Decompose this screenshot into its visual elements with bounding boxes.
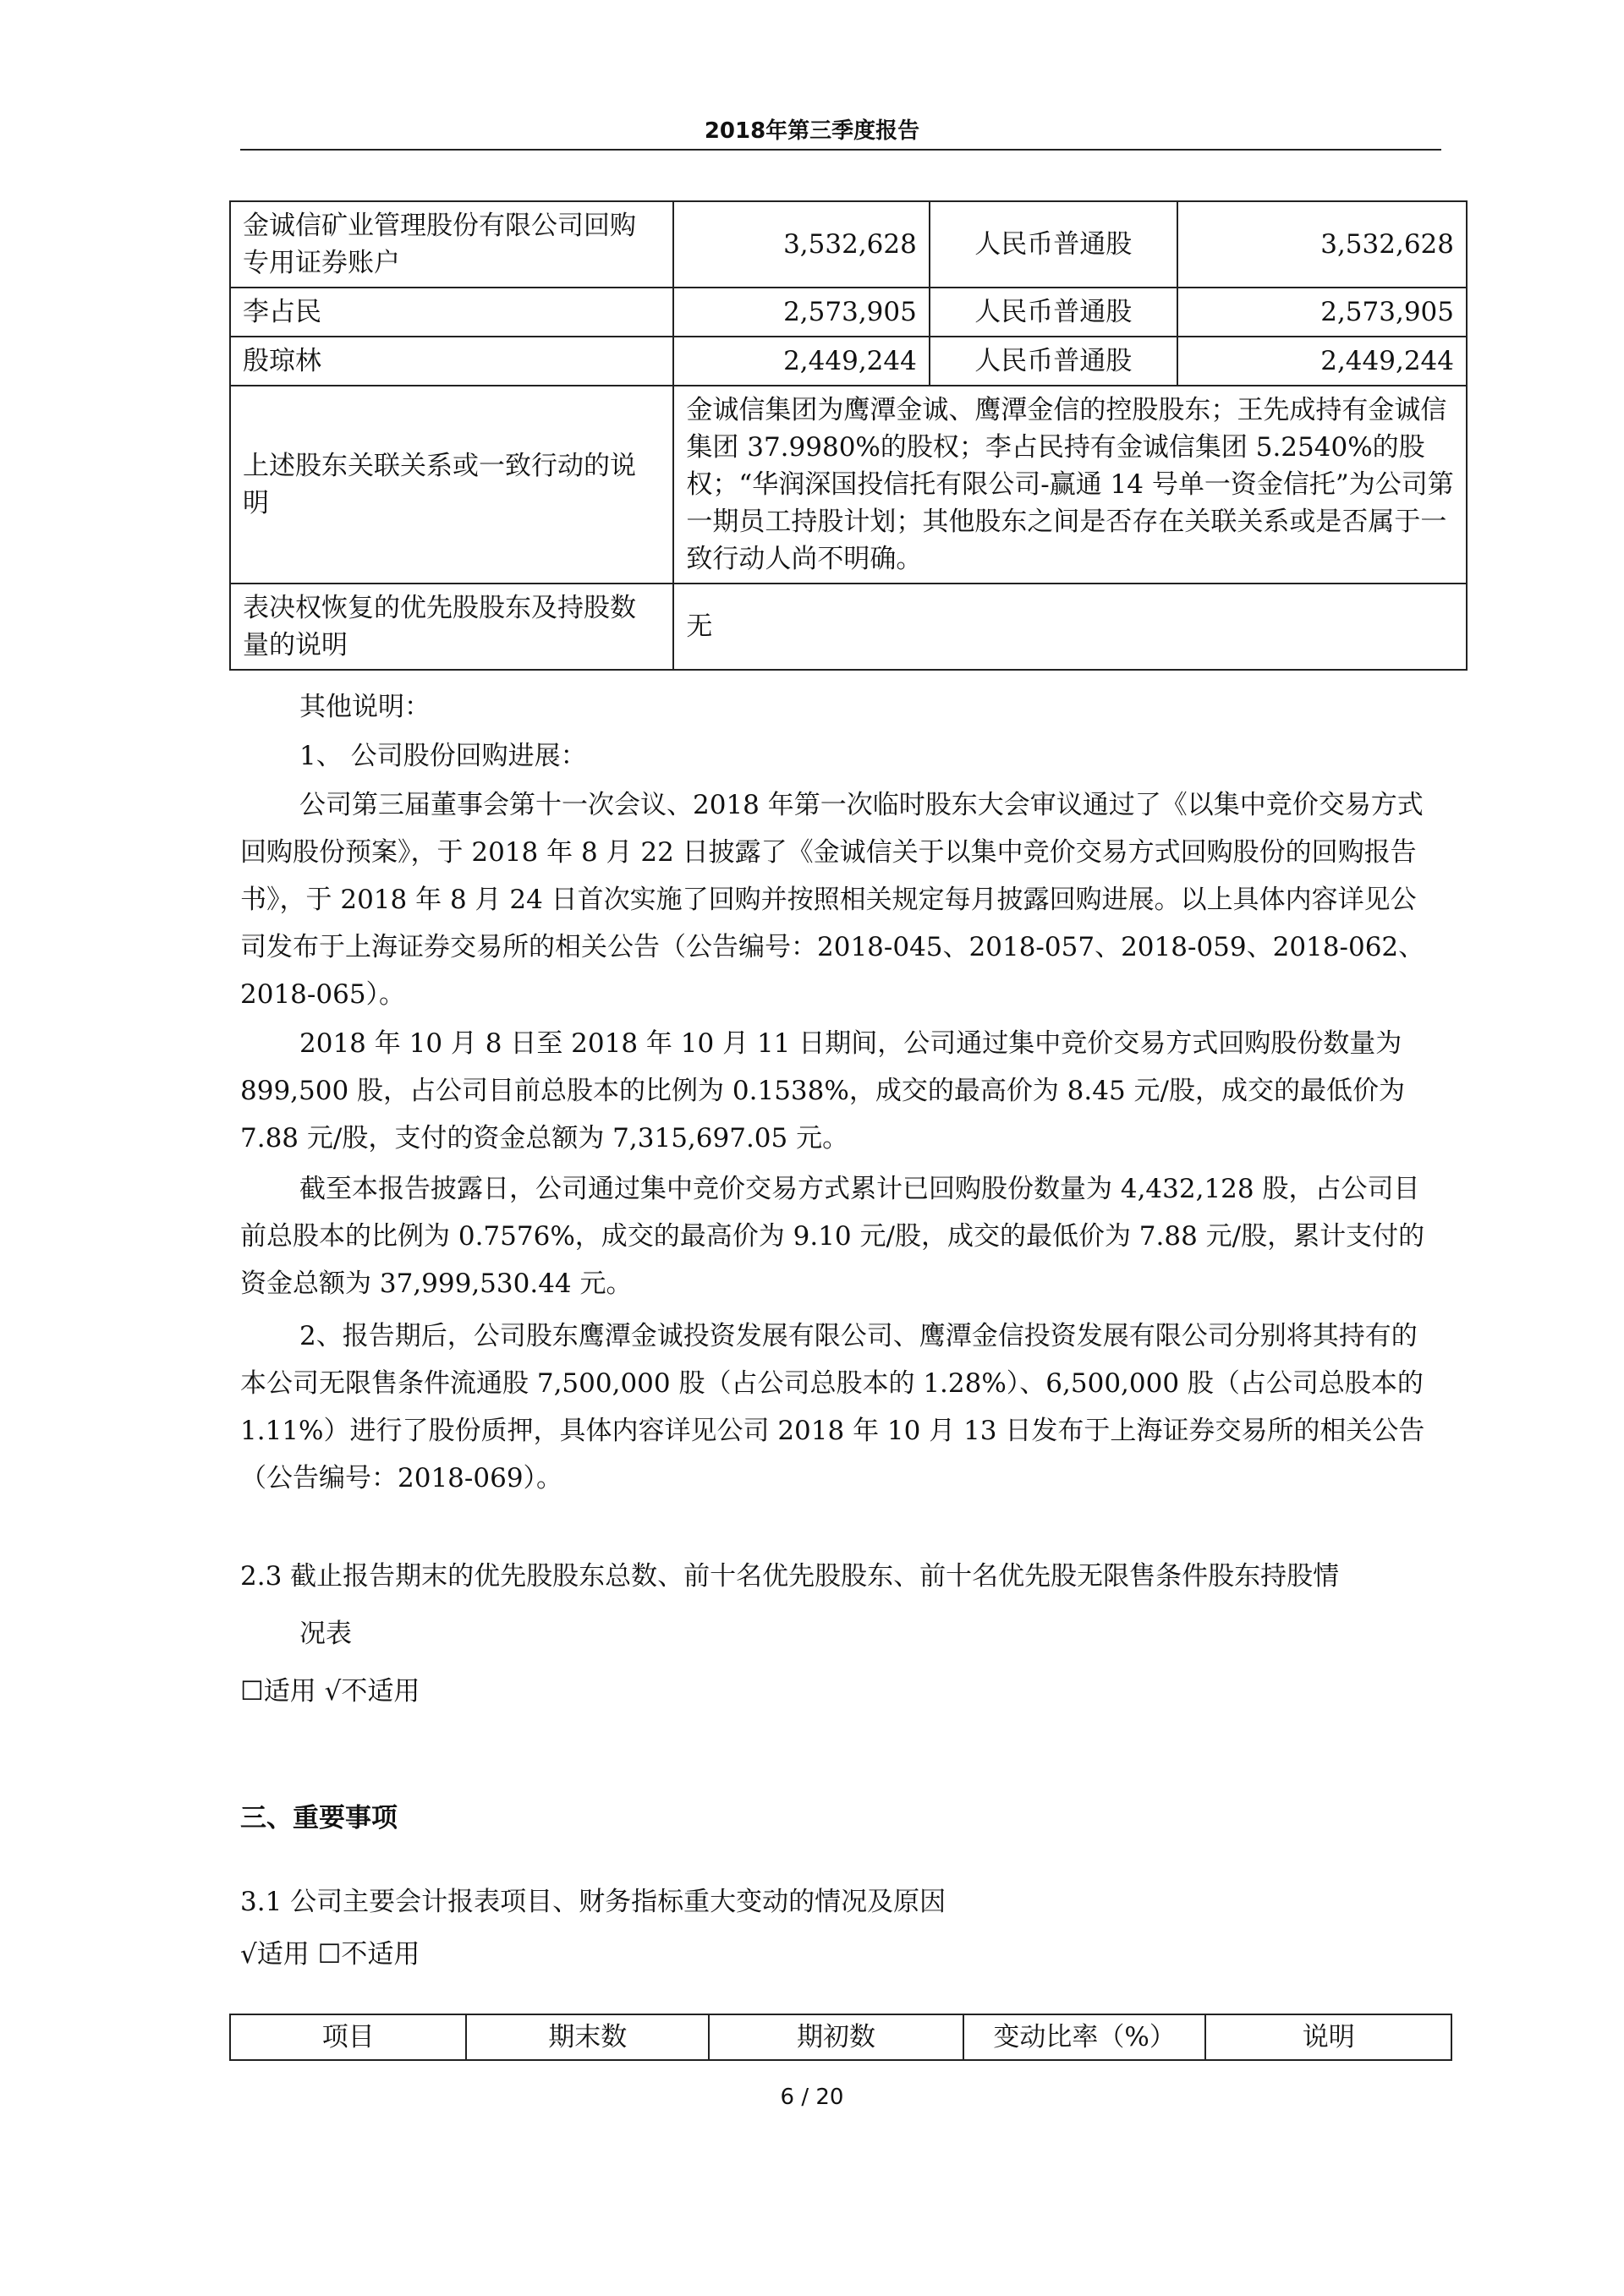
section-2-3-title: 2.3 截止报告期末的优先股股东总数、前十名优先股股东、前十名优先股无限售条件股东持股情 bbox=[240, 1561, 1340, 1592]
section-3-1-title: 3.1 公司主要会计报表项目、财务指标重大变动的情况及原因 bbox=[240, 1887, 946, 1917]
relation-label: 上述股东关联关系或一致行动的说明 bbox=[230, 386, 673, 584]
table-row bbox=[230, 288, 1467, 337]
preferred-label: 表决权恢复的优先股股东及持股数量的说明 bbox=[230, 584, 673, 670]
header-divider bbox=[240, 149, 1441, 151]
table-row bbox=[230, 584, 1467, 670]
share-count: 2,449,244 bbox=[1177, 337, 1467, 386]
share-count: 3,532,628 bbox=[1177, 201, 1467, 288]
shareholders-table bbox=[229, 200, 1468, 671]
buyback-paragraph-3: 截至本报告披露日，公司通过集中竞价交易方式累计已回购股份数量为 4,432,128 股，占公司目前总股本的比例为 0.7576%，成交的最高价为 9.10 元/股，成交的最低价为 7.88 元/股，累计支付的资金总额为 37,999,530.44 元。 bbox=[240, 1174, 1425, 1299]
share-count: 2,573,905 bbox=[1177, 288, 1467, 337]
section-3-1-checkbox: √适用 ☐不适用 bbox=[240, 1939, 420, 1970]
financial-changes-table bbox=[229, 2014, 1452, 2061]
buyback-paragraph-2: 2018 年 10 月 8 日至 2018 年 10 月 11 日期间，公司通过集中竞价交易方式回购股份数量为 899,500 股，占公司目前总股本的比例为 0.1538%，成交的最高价为 8.45 元/股，成交的最低价为 7.88 元/股，支付的资金总额为 7,315,697.05 元。 bbox=[240, 1028, 1405, 1153]
column-header: 说明 bbox=[1205, 2014, 1451, 2060]
share-type: 人民币普通股 bbox=[930, 337, 1177, 386]
share-type: 人民币普通股 bbox=[930, 288, 1177, 337]
holder-name: 殷琼林 bbox=[230, 337, 673, 386]
column-header: 变动比率（%） bbox=[963, 2014, 1206, 2060]
share-type: 人民币普通股 bbox=[930, 201, 1177, 288]
pledge-paragraph: 2、报告期后，公司股东鹰潭金诚投资发展有限公司、鹰潭金信投资发展有限公司分别将其持有的本公司无限售条件流通股 7,500,000 股（占公司总股本的 1.28%）、6,500,000 股（占公司总股本的 1.11%）进行了股份质押，具体内容详见公司 2018 年 10 月 13 日发布于上海证券交易所的相关公告（公告编号：2018-069）。 bbox=[240, 1321, 1425, 1493]
preferred-text: 无 bbox=[673, 584, 1467, 670]
holder-name: 金诚信矿业管理股份有限公司回购专用证券账户 bbox=[230, 201, 673, 288]
page-number: 6 / 20 bbox=[780, 2085, 844, 2110]
holder-quantity: 3,532,628 bbox=[673, 201, 929, 288]
table-header-row bbox=[230, 2014, 1451, 2060]
table-row bbox=[230, 386, 1467, 584]
relation-text: 金诚信集团为鹰潭金诚、鹰潭金信的控股股东；王先成持有金诚信集团 37.9980%的股权；李占民持有金诚信集团 5.2540%的股权；“华润深国投信托有限公司-赢通 14 号单一资金信托”为公司第一期员工持股计划；其他股东之间是否存在关联关系或是否属于一致行动人尚不明确。 bbox=[673, 386, 1467, 584]
column-header: 期末数 bbox=[466, 2014, 709, 2060]
buyback-progress-title: 1、 公司股份回购进展： bbox=[299, 741, 587, 771]
other-notes-title: 其他说明： bbox=[299, 692, 431, 722]
holder-quantity: 2,449,244 bbox=[673, 337, 929, 386]
holder-name: 李占民 bbox=[230, 288, 673, 337]
buyback-paragraph-1: 公司第三届董事会第十一次会议、2018 年第一次临时股东大会审议通过了《以集中竞价交易方式回购股份预案》，于 2018 年 8 月 22 日披露了《金诚信关于以集中竞价交易方式回购股份的回购报告书》，于 2018 年 8 月 24 日首次实施了回购并按照相关规定每月披露回购进展。以上具体内容详见公司发布于上海证券交易所的相关公告（公告编号：2018-045、2018-057、2018-059、2018-062、2018-065）。 bbox=[240, 790, 1425, 1010]
section-2-3-checkbox: ☐适用 √不适用 bbox=[240, 1676, 420, 1707]
holder-quantity: 2,573,905 bbox=[673, 288, 929, 337]
report-header-title: 2018年第三季度报告 bbox=[704, 118, 920, 144]
column-header: 期初数 bbox=[709, 2014, 963, 2060]
section-3-title: 三、重要事项 bbox=[240, 1803, 398, 1833]
section-2-3-title-cont: 况表 bbox=[299, 1619, 352, 1649]
table-row bbox=[230, 201, 1467, 288]
table-row bbox=[230, 337, 1467, 386]
column-header: 项目 bbox=[230, 2014, 466, 2060]
